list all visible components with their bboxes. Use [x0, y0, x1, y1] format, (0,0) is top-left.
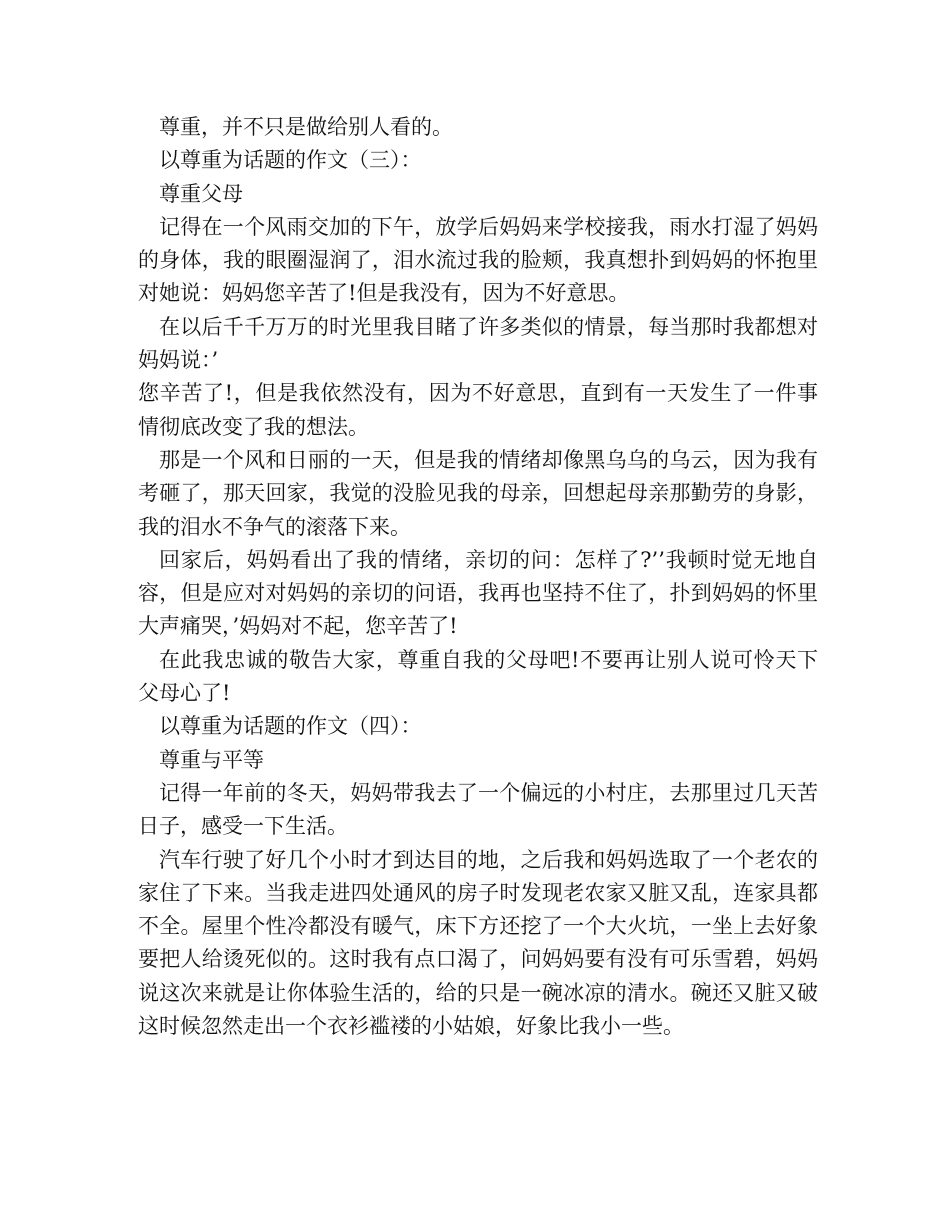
section-heading-3: 以尊重为话题的作文（三）：: [159, 148, 422, 173]
paragraph-13: 汽车行驶了好几个小时才到达目的地，之后我和妈妈选取了一个老农的家住了下来。当我走进四处通风的房子时发现老农家又脏又乱，连家具都不全。屋里个性冷都没有暖气，床下方还挖了一个大火坑，一坐上去好象要把人给烫死似的。这时我有点口渴了，问妈妈要有没有可乐雪碧，妈妈说这次来就是让你体验生活的，给的只是一碗冰凉的清水。碗还又脏又破这时候忽然走出一个衣衫褴褛的小姑娘，好象比我小一些。: [138, 847, 818, 1039]
paragraph-4: 记得在一个风雨交加的下午，放学后妈妈来学校接我，雨水打湿了妈妈的身体，我的眼圈湿润了，泪水流过我的脸颊，我真想扑到妈妈的怀抱里对她说：妈妈您辛苦了!但是我没有，因为不好意思。: [138, 214, 818, 306]
paragraph-9: 在此我忠诚的敬告大家，尊重自我的父母吧!不要再让别人说可怜天下父母心了!: [138, 647, 818, 706]
essay-title-respect-equality: 尊重与平等: [159, 747, 264, 772]
section-heading-4: 以尊重为话题的作文（四）：: [159, 714, 422, 739]
paragraph-7: 那是一个风和日丽的一天，但是我的情绪却像黑乌乌的乌云，因为我有考砸了，那天回家，我觉的没脸见我的母亲，回想起母亲那勤劳的身影，我的泪水不争气的滚落下来。: [138, 447, 818, 539]
paragraph-8: 回家后，妈妈看出了我的情绪，亲切的问：怎样了?’’我顿时觉无地自容，但是应对对妈妈的亲切的问语，我再也坚持不住了，扑到妈妈的怀里大声痛哭，’妈妈对不起，您辛苦了!: [138, 547, 818, 639]
paragraph-1: 尊重，并不只是做给别人看的。: [159, 115, 453, 139]
document-body: [138, 111, 818, 1043]
paragraph-5: 在以后千千万万的时光里我目睹了许多类似的情景，每当那时我都想对妈妈说：’: [138, 314, 818, 373]
paragraph-6: 您辛苦了!，但是我依然没有，因为不好意思，直到有一天发生了一件事情彻底改变了我的想法。: [138, 381, 818, 439]
paragraph-12: 记得一年前的冬天，妈妈带我去了一个偏远的小村庄，去那里过几天苦日子，感受一下生活。: [138, 780, 818, 839]
essay-title-respect-parents: 尊重父母: [159, 181, 243, 206]
